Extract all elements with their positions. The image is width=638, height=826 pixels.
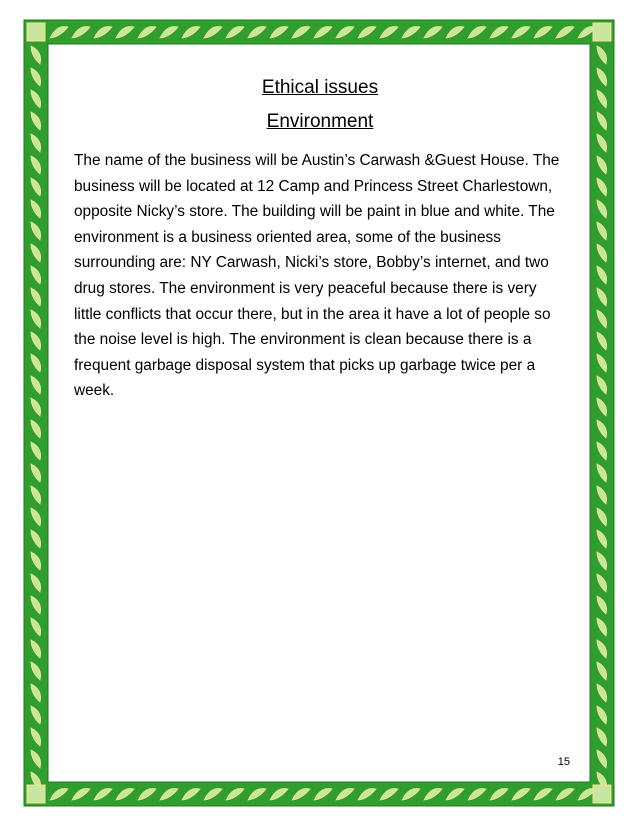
heading-ethical-issues: Ethical issues	[261, 77, 379, 98]
body-paragraph: The name of the business will be Austin’s Carwash &Guest House. The business will be located at 12 Camp and Princess Street Charlestown, opposite Nicky’s store. The building will be paint in blue and white. The environment is a business oriented area, some of the business surrounding are: NY Carwash, Nicki’s store, Bobby’s internet, and two drug stores. The environment is very peaceful because there is very little conflicts that occur there, but in the area it have a lot of people so the noise level is high. The environment is clean because there is a frequent garbage disposal system that picks up garbage twice per a week.	[74, 152, 560, 400]
heading-environment: Environment	[266, 111, 374, 132]
document-content	[74, 72, 566, 404]
page-number: 15	[557, 756, 570, 768]
